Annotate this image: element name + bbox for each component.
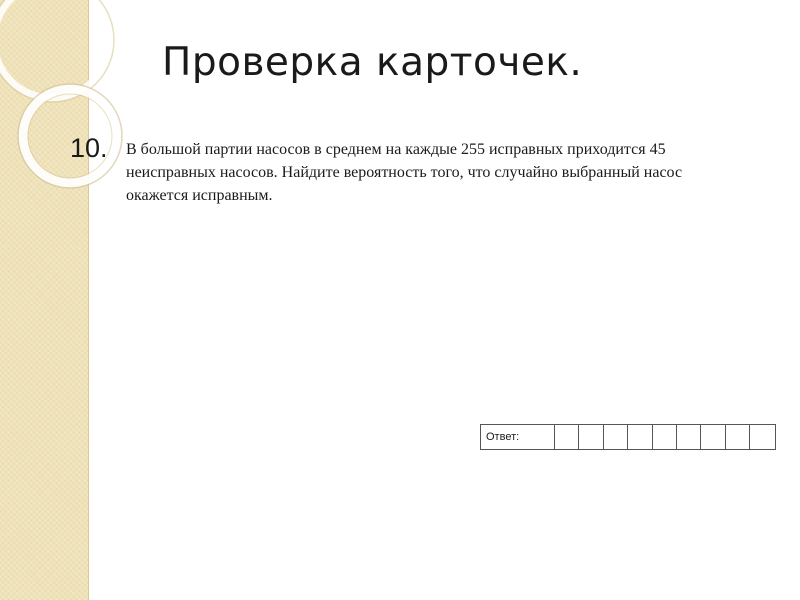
task-text: В большой партии насосов в среднем на каждые 255 исправных приходится 45 неисправных насосов. Найдите вероятность того, что случайно выбранный насос окажется исправным.	[126, 141, 683, 204]
decorative-rings	[0, 0, 140, 220]
answer-cell[interactable]	[604, 425, 628, 449]
answer-cell[interactable]	[750, 425, 774, 449]
answer-cell[interactable]	[701, 425, 725, 449]
answer-cell[interactable]	[677, 425, 701, 449]
answer-cell[interactable]	[579, 425, 603, 449]
answer-box	[480, 424, 776, 450]
answer-label: Ответ:	[481, 425, 555, 449]
decorative-ring-large	[0, 0, 110, 98]
answer-cell[interactable]	[726, 425, 750, 449]
answer-cell[interactable]	[653, 425, 677, 449]
answer-cell[interactable]	[555, 425, 579, 449]
slide-title: Проверка карточек.	[162, 40, 583, 85]
answer-cell[interactable]	[628, 425, 652, 449]
task-number: 10.	[70, 133, 108, 163]
